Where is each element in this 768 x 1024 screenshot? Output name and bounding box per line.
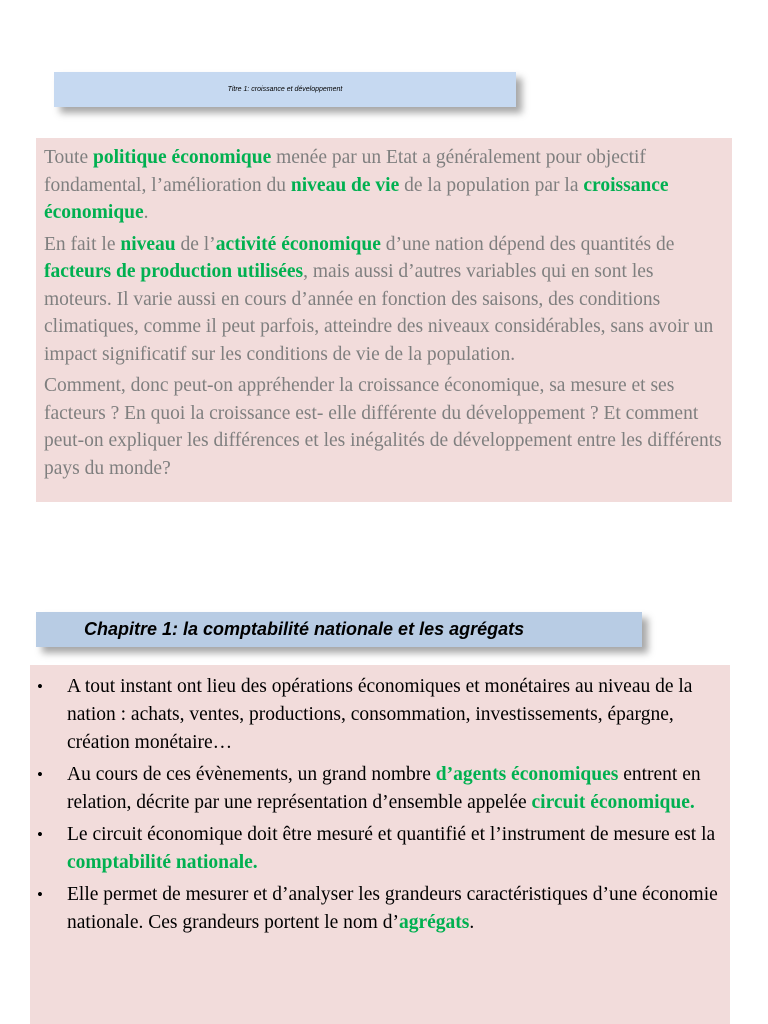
text-run: En fait le: [44, 233, 121, 255]
text-run: .: [689, 792, 695, 813]
bullet-list-box: [30, 665, 730, 1024]
list-item: [30, 821, 722, 877]
text-run: Elle permet de mesurer et d’analyser les grandeurs caractéristiques d’une économie nationale. Ces grandeurs portent le nom d’: [67, 884, 718, 933]
highlight-term: facteurs de production utilisées: [44, 261, 304, 282]
section-title-box: [54, 72, 516, 107]
intro-paragraph-1: [44, 144, 722, 227]
intro-text-box: [36, 138, 732, 502]
chapter-title-box: [36, 612, 642, 647]
text-run: Toute: [44, 147, 93, 168]
text-run: Le circuit économique doit être mesuré et quantifié et l’instrument de mesure est la: [67, 824, 716, 845]
text-run: .: [252, 852, 258, 873]
text-run: Au cours de ces évènements, un grand nombre: [67, 764, 436, 785]
text-run: .: [469, 912, 475, 933]
chapter-title: Chapitre 1: la comptabilité nationale et les agrégats: [84, 619, 525, 639]
highlight-term: niveau: [120, 233, 176, 255]
intro-paragraph-2: [44, 231, 722, 369]
highlight-term: comptabilité nationale: [67, 852, 253, 873]
highlight-term: croissance économique: [44, 174, 669, 223]
highlight-term: niveau de vie: [290, 174, 400, 196]
highlight-term: agrégats: [398, 912, 470, 933]
highlight-term: activité économique: [215, 233, 381, 255]
bullet-list: [30, 673, 722, 937]
bullet-icon: •: [37, 765, 43, 784]
highlight-term: circuit économique: [531, 792, 690, 813]
bullet-icon: •: [37, 677, 43, 696]
text-run: menée par un Etat a généralement pour objectif fondamental, l’amélioration du: [44, 147, 646, 196]
text-run: Comment, donc peut-on appréhender la croissance économique, sa mesure et ses facteurs ? En quoi la croissance est- elle différente du développement ? Et comment peut-on expliquer les différences et les inégalités de développement entre les différents pays du monde?: [44, 375, 722, 479]
list-item: [30, 881, 722, 937]
bullet-icon: •: [37, 825, 43, 844]
text-run: A tout instant ont lieu des opérations économiques et monétaires au niveau de la nation : achats, ventes, productions, consommation, investissements, épargne, création monétaire…: [67, 676, 693, 753]
highlight-term: d’agents économiques: [435, 764, 619, 785]
text-run: de la population par la: [399, 174, 584, 196]
bullet-icon: •: [37, 885, 43, 904]
section-title: Titre 1: croissance et développement: [227, 86, 343, 93]
text-run: d’une nation dépend des quantités de: [380, 233, 675, 255]
intro-paragraph-3: [44, 372, 722, 482]
highlight-term: politique économique: [93, 147, 272, 168]
text-run: .: [143, 202, 149, 223]
text-run: de l’: [175, 233, 216, 255]
text-run: , mais aussi d’autres variables qui en sont les moteurs. Il varie aussi en cours d’année en fonction des saisons, des conditions climatiques, comme il peut parfois, atteindre des niveaux considérables, sans avoir un impact significatif sur les conditions de vie de la population.: [44, 261, 714, 365]
list-item: [30, 673, 722, 757]
list-item: [30, 761, 722, 817]
text-run: entrent en relation, décrite par une représentation d’ensemble appelée: [67, 764, 701, 813]
